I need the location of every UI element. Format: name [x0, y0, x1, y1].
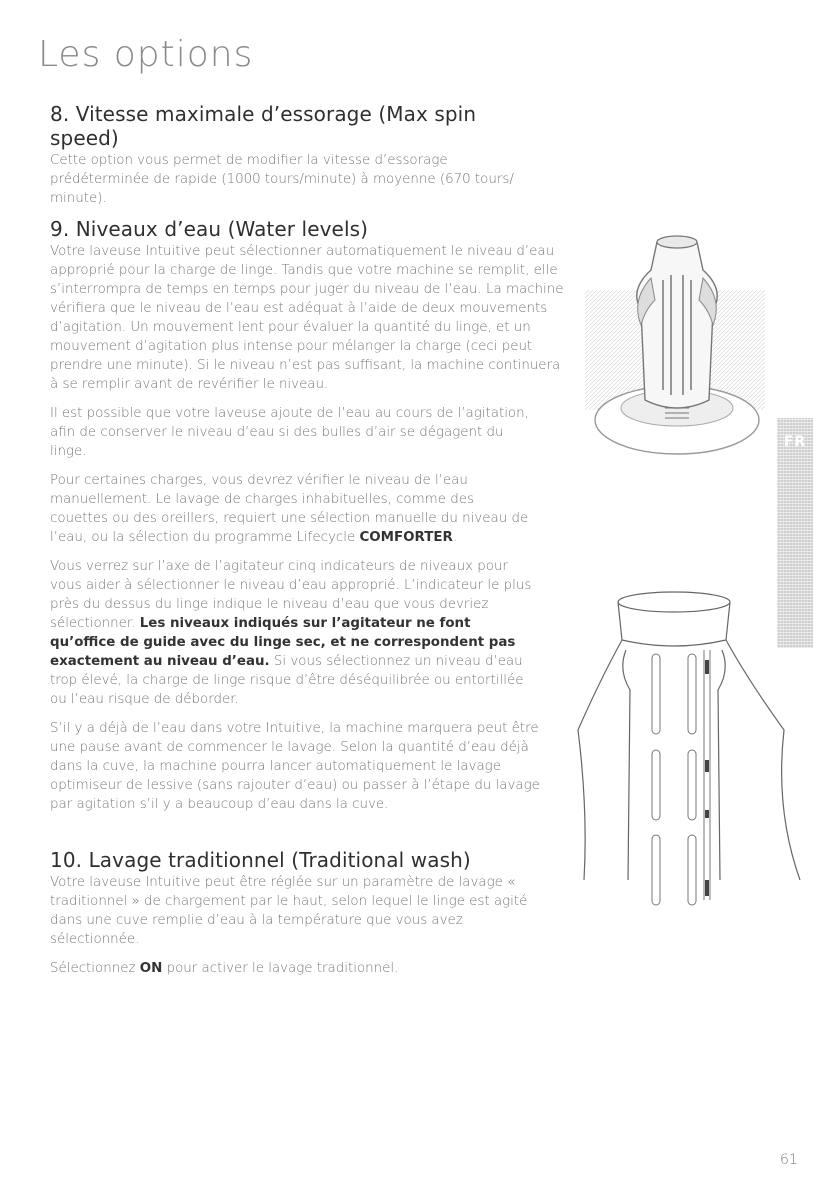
- page-title: Les options: [38, 34, 254, 75]
- agitator-drawing-image: [570, 580, 805, 920]
- section-max-spin-speed: [50, 102, 530, 218]
- paragraph: S’il y a déjà de l’eau dans votre Intuitive, la machine marquera peut être une pause avant de commencer le lavage. Selon la quantité d’eau déjà dans la cuve, la machine pourra lancer automatiquement le lavage optimiseur de lessive (sans rajouter d’eau) ou passer à l’étape du lavage par agitation s’il y a beaucoup d’eau dans la cuve.: [50, 721, 540, 812]
- program-name: COMFORTER: [359, 530, 453, 545]
- paragraph: Votre laveuse Intuitive peut sélectionner automatiquement le niveau d’eau approprié pour la charge de linge. Tandis que votre machine se remplit, elle s’interrompra de temps en temps pour juger du niveau de l’eau. La machine vérifiera que le niveau de l’eau est adéquat à l’aide de deux mouvements d’agitation. Un mouvement lent pour évaluer la quantité du linge, et un mouvement d’agitation plus intense pour mélanger la charge (ceci peut prendre une minute). Si le niveau n’est pas suffisant, la machine continuera à se remplir avant de revérifier le niveau.: [50, 244, 564, 392]
- section-traditional-wash: [50, 848, 540, 988]
- text: Sélectionnez: [50, 961, 140, 976]
- text: Pour certaines charges, vous devrez vérifier le niveau de l’eau manuellement. Le lavage de charges inhabituelles, comme des couettes ou des oreillers, requiert une sélection manuelle du niveau de l’eau, ou la sélection du programme Lifecycle: [50, 473, 529, 545]
- language-label: FR: [783, 434, 807, 450]
- paragraph: Cette option vous permet de modifier la vitesse d’essorage prédéterminée de rapide (1000 tours/minute) à moyenne (670 tours/ minute).: [50, 153, 514, 206]
- section-water-levels: [50, 217, 572, 824]
- text: .: [452, 530, 458, 545]
- page-number: 61: [780, 1152, 798, 1168]
- paragraph: [50, 557, 535, 709]
- agitator-photo-image: [585, 230, 765, 465]
- paragraph: [50, 471, 535, 547]
- on-setting: ON: [139, 961, 163, 976]
- paragraph: [50, 959, 540, 978]
- paragraph: Votre laveuse Intuitive peut être réglée sur un paramètre de lavage « traditionnel » de chargement par le haut, selon lequel le linge est agité dans une cuve remplie d’eau à la température que vous avez sélectionnée.: [50, 875, 528, 947]
- language-tab: [777, 418, 813, 648]
- paragraph: Il est possible que votre laveuse ajoute de l’eau au cours de l’agitation, afin de conserver le niveau d’eau si des bulles d’air se dégagent du linge.: [50, 406, 529, 459]
- section-heading: 10. Lavage traditionnel (Traditional wash): [50, 848, 471, 872]
- section-heading: 8. Vitesse maximale d’essorage (Max spin speed): [50, 102, 477, 150]
- text: Si vous sélectionnez un niveau d’eau trop élevé, la charge de linge risque d’être déséquilibrée ou entortillée ou l’eau risque de déborder.: [50, 654, 524, 707]
- warning-text: Les niveaux indiqués sur l’agitateur ne font qu’office de guide avec du linge sec, et ne correspondent pas exactement au niveau d’eau.: [50, 616, 516, 669]
- text: Vous verrez sur l’axe de l’agitateur cinq indicateurs de niveaux pour vous aider à sélectionner le niveau d’eau approprié. L’indicateur le plus près du dessus du linge indique le niveau d’eau que vous devriez sélectionner.: [50, 559, 532, 631]
- section-heading: 9. Niveaux d’eau (Water levels): [50, 217, 369, 241]
- text: pour activer le lavage traditionnel.: [162, 961, 399, 976]
